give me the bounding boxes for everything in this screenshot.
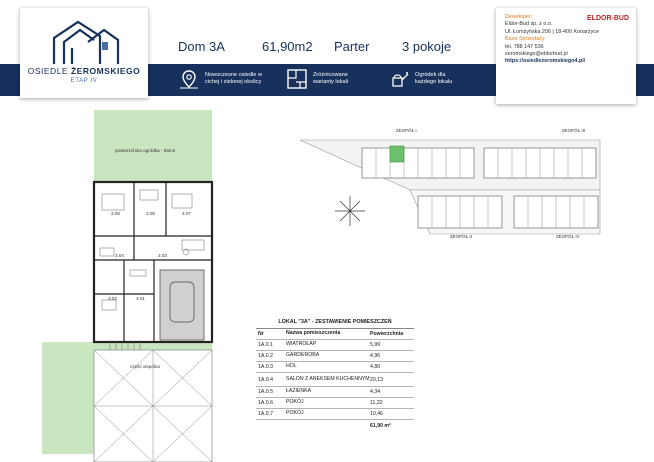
contact-card [496,8,636,104]
row-name: SALON Z ANEKSEM KUCHENNYM [286,375,370,382]
floor-level: Parter [334,39,370,54]
table-row [256,387,414,398]
row-nr: 1A.0.6 [258,400,273,406]
row-name: HOL [286,363,297,370]
row-nr: 1A.0.4 [258,376,273,383]
room-label-3-03: 3.03 [158,253,167,258]
garage-car [160,270,204,340]
row-area: 5,99 [370,342,381,348]
floor-plan [0,110,240,462]
house-number: Dom 3A [178,39,225,54]
row-name: POKÓJ [286,410,304,417]
company-name: Eldor-Bud sp. z o.o. [505,21,553,28]
table-header-row [256,329,414,340]
row-nr: 1A.0.1 [258,342,273,348]
phone[interactable]: tel. 788 147 536 [505,43,544,50]
garden-strip [42,342,94,454]
room-count: 3 pokoje [402,39,452,54]
row-nr: 1A.0.3 [258,364,273,370]
table-row [256,351,414,362]
house-outline-logo-icon [20,8,148,68]
site-map [300,130,610,242]
row-name: WIATROŁAP [286,341,317,348]
sales-office-label: Biuro Sprzedaży: [505,36,547,43]
email[interactable]: zeromskiego@eldorbud.pl [505,51,568,58]
logo-stage: ETAP IV [70,78,98,84]
shared-area-label: część wspólna [130,364,160,369]
table-row [256,362,414,373]
row-name: GARDEROBA [286,352,320,359]
room-label-3-04: 3.04 [115,253,124,258]
room-label-3-07: 3.07 [182,211,191,216]
room-schedule-table [256,318,414,431]
row-nr: 1A.0.5 [258,389,273,395]
total-area: 61,90 m² [370,422,391,429]
watering-can-icon [388,68,410,90]
eldor-bud-logo: ELDOR-BUD [587,15,629,22]
header-nr: Nr [258,331,264,337]
site-group-1: ZESPÓŁ I [396,128,417,133]
highlighted-unit [390,146,404,162]
site-group-2: ZESPÓŁ II [450,234,472,239]
room-label-3-02: 3.02 [108,296,117,301]
row-area: 4,96 [370,353,381,359]
row-nr: 1A.0.7 [258,411,273,417]
site-group-4: ZESPÓŁ IV [556,234,580,239]
map-pin-icon [178,68,200,90]
room-label-3-01: 3.01 [136,296,145,301]
website-link[interactable]: https://osiedlezeromskiego4.pl/ [505,58,586,65]
row-area: 4,80 [370,364,381,370]
garden-area-label: powierzchnia ogródka - 55m2 [115,148,176,153]
logo-name: OSIEDLE ŻEROMSKIEGO [27,66,141,76]
row-area: 11,22 [370,400,383,406]
row-area: 20,13 [370,376,383,383]
header-name: Nazwa pomieszczenia [286,330,341,337]
table-row [256,373,414,387]
compass-rose-icon [335,196,365,226]
floorplan-icon [286,68,308,90]
room-label-3-05: 3.05 [146,211,155,216]
header-area: Powierzchnia [370,331,404,337]
table-row [256,398,414,409]
logo-card [20,8,148,98]
table-row [256,409,414,420]
row-name: POKÓJ [286,399,304,406]
developer-label: Deweloper: [505,14,533,20]
row-area: 10,46 [370,411,383,417]
row-area: 4,34 [370,389,381,395]
room-label-3-06: 3.06 [111,211,120,216]
site-group-3: ZESPÓŁ III [562,128,586,133]
apartment-area: 61,90m2 [262,39,313,54]
table-row [256,340,414,351]
company-address: Ul. Łomżyńska 206 | 18-400 Konarzyce [505,28,599,35]
garden-area [94,110,212,182]
table-total-row [256,420,414,431]
row-nr: 1A.0.2 [258,353,273,359]
row-name: ŁAZIENKA [286,388,312,395]
table-title: LOKAL "3A" - ZESTAWIENIE POMIESZCZEŃ [256,318,414,329]
